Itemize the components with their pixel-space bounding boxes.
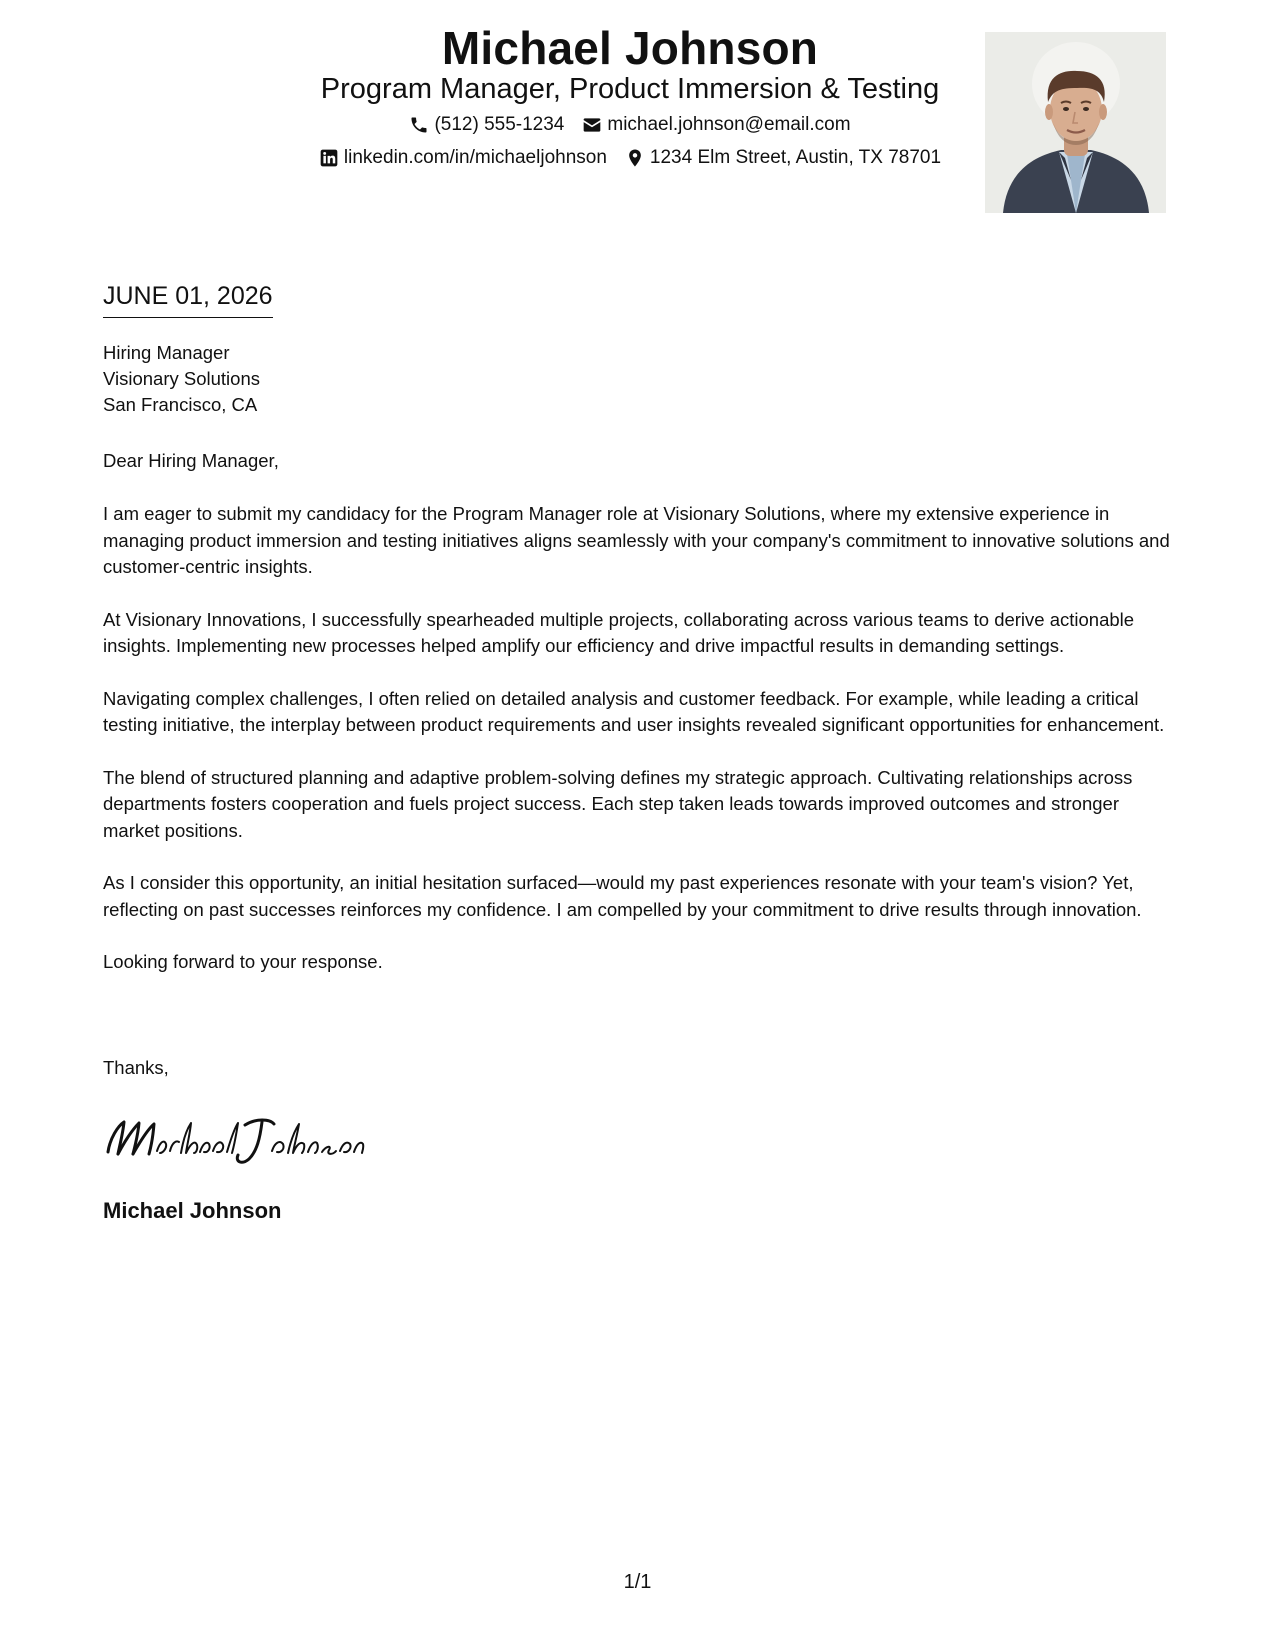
body-paragraph: Navigating complex challenges, I often relied on detailed analysis and customer feedback. For example, while leading a critical testing initiative, the interplay between product requirements and user insights revealed significant opportunities for enhancement.	[103, 687, 1165, 735]
address-contact	[625, 144, 941, 172]
linkedin-url[interactable]: linkedin.com/in/michaeljohnson	[343, 147, 607, 168]
letter-date: JUNE 01, 2026	[103, 279, 273, 318]
body-paragraph: As I consider this opportunity, an initial hesitation surfaced—would my past experiences resonate with your team's vision? Yet, reflecting on past successes reinforces my confidence. I am compelled by your commitment to drive results through innovation.	[103, 872, 1142, 920]
applicant-name: Michael Johnson	[441, 22, 819, 74]
recipient-block	[103, 340, 260, 418]
closing: Thanks,	[103, 1057, 169, 1078]
linkedin-contact[interactable]	[319, 144, 607, 172]
recipient-name: Hiring Manager	[103, 342, 230, 363]
signed-name: Michael Johnson	[103, 1198, 282, 1223]
email-contact[interactable]	[582, 111, 850, 139]
recipient-company: Visionary Solutions	[103, 368, 260, 389]
page-number: 1/1	[623, 1571, 652, 1593]
email-address[interactable]: michael.johnson@email.com	[607, 114, 851, 135]
body-paragraph: The blend of structured planning and adaptive problem-solving defines my strategic approach. Cultivating relationships across departments fosters cooperation and fuels project success. Each step taken leads towards improved outcomes and stronger market positions.	[103, 766, 1133, 841]
letter-header	[0, 0, 1275, 230]
salutation: Dear Hiring Manager,	[103, 450, 279, 471]
profile-photo	[985, 32, 1166, 213]
linkedin-icon	[319, 148, 339, 168]
body-paragraph: Looking forward to your response.	[103, 951, 383, 972]
phone-number: (512) 555-1234	[434, 114, 565, 135]
letter-body	[103, 501, 1173, 1002]
body-paragraph: I am eager to submit my candidacy for the Program Manager role at Visionary Solutions, where my extensive experience in managing product immersion and testing initiatives aligns seamlessly with your company's commitment to innovative solutions and customer-centric insights.	[103, 503, 1170, 577]
phone-contact	[409, 111, 564, 139]
map-marker-icon	[625, 148, 645, 168]
street-address: 1234 Elm Street, Austin, TX 78701	[649, 147, 942, 168]
envelope-icon	[582, 115, 602, 135]
recipient-location: San Francisco, CA	[103, 394, 258, 415]
handwritten-signature	[100, 1108, 370, 1168]
applicant-title: Program Manager, Product Immersion & Testing	[320, 73, 940, 105]
phone-icon	[409, 115, 429, 135]
body-paragraph: At Visionary Innovations, I successfully spearheaded multiple projects, collaborating across various teams to derive actionable insights. Implementing new processes helped amplify our efficiency and drive impactful results in demanding settings.	[103, 608, 1135, 656]
